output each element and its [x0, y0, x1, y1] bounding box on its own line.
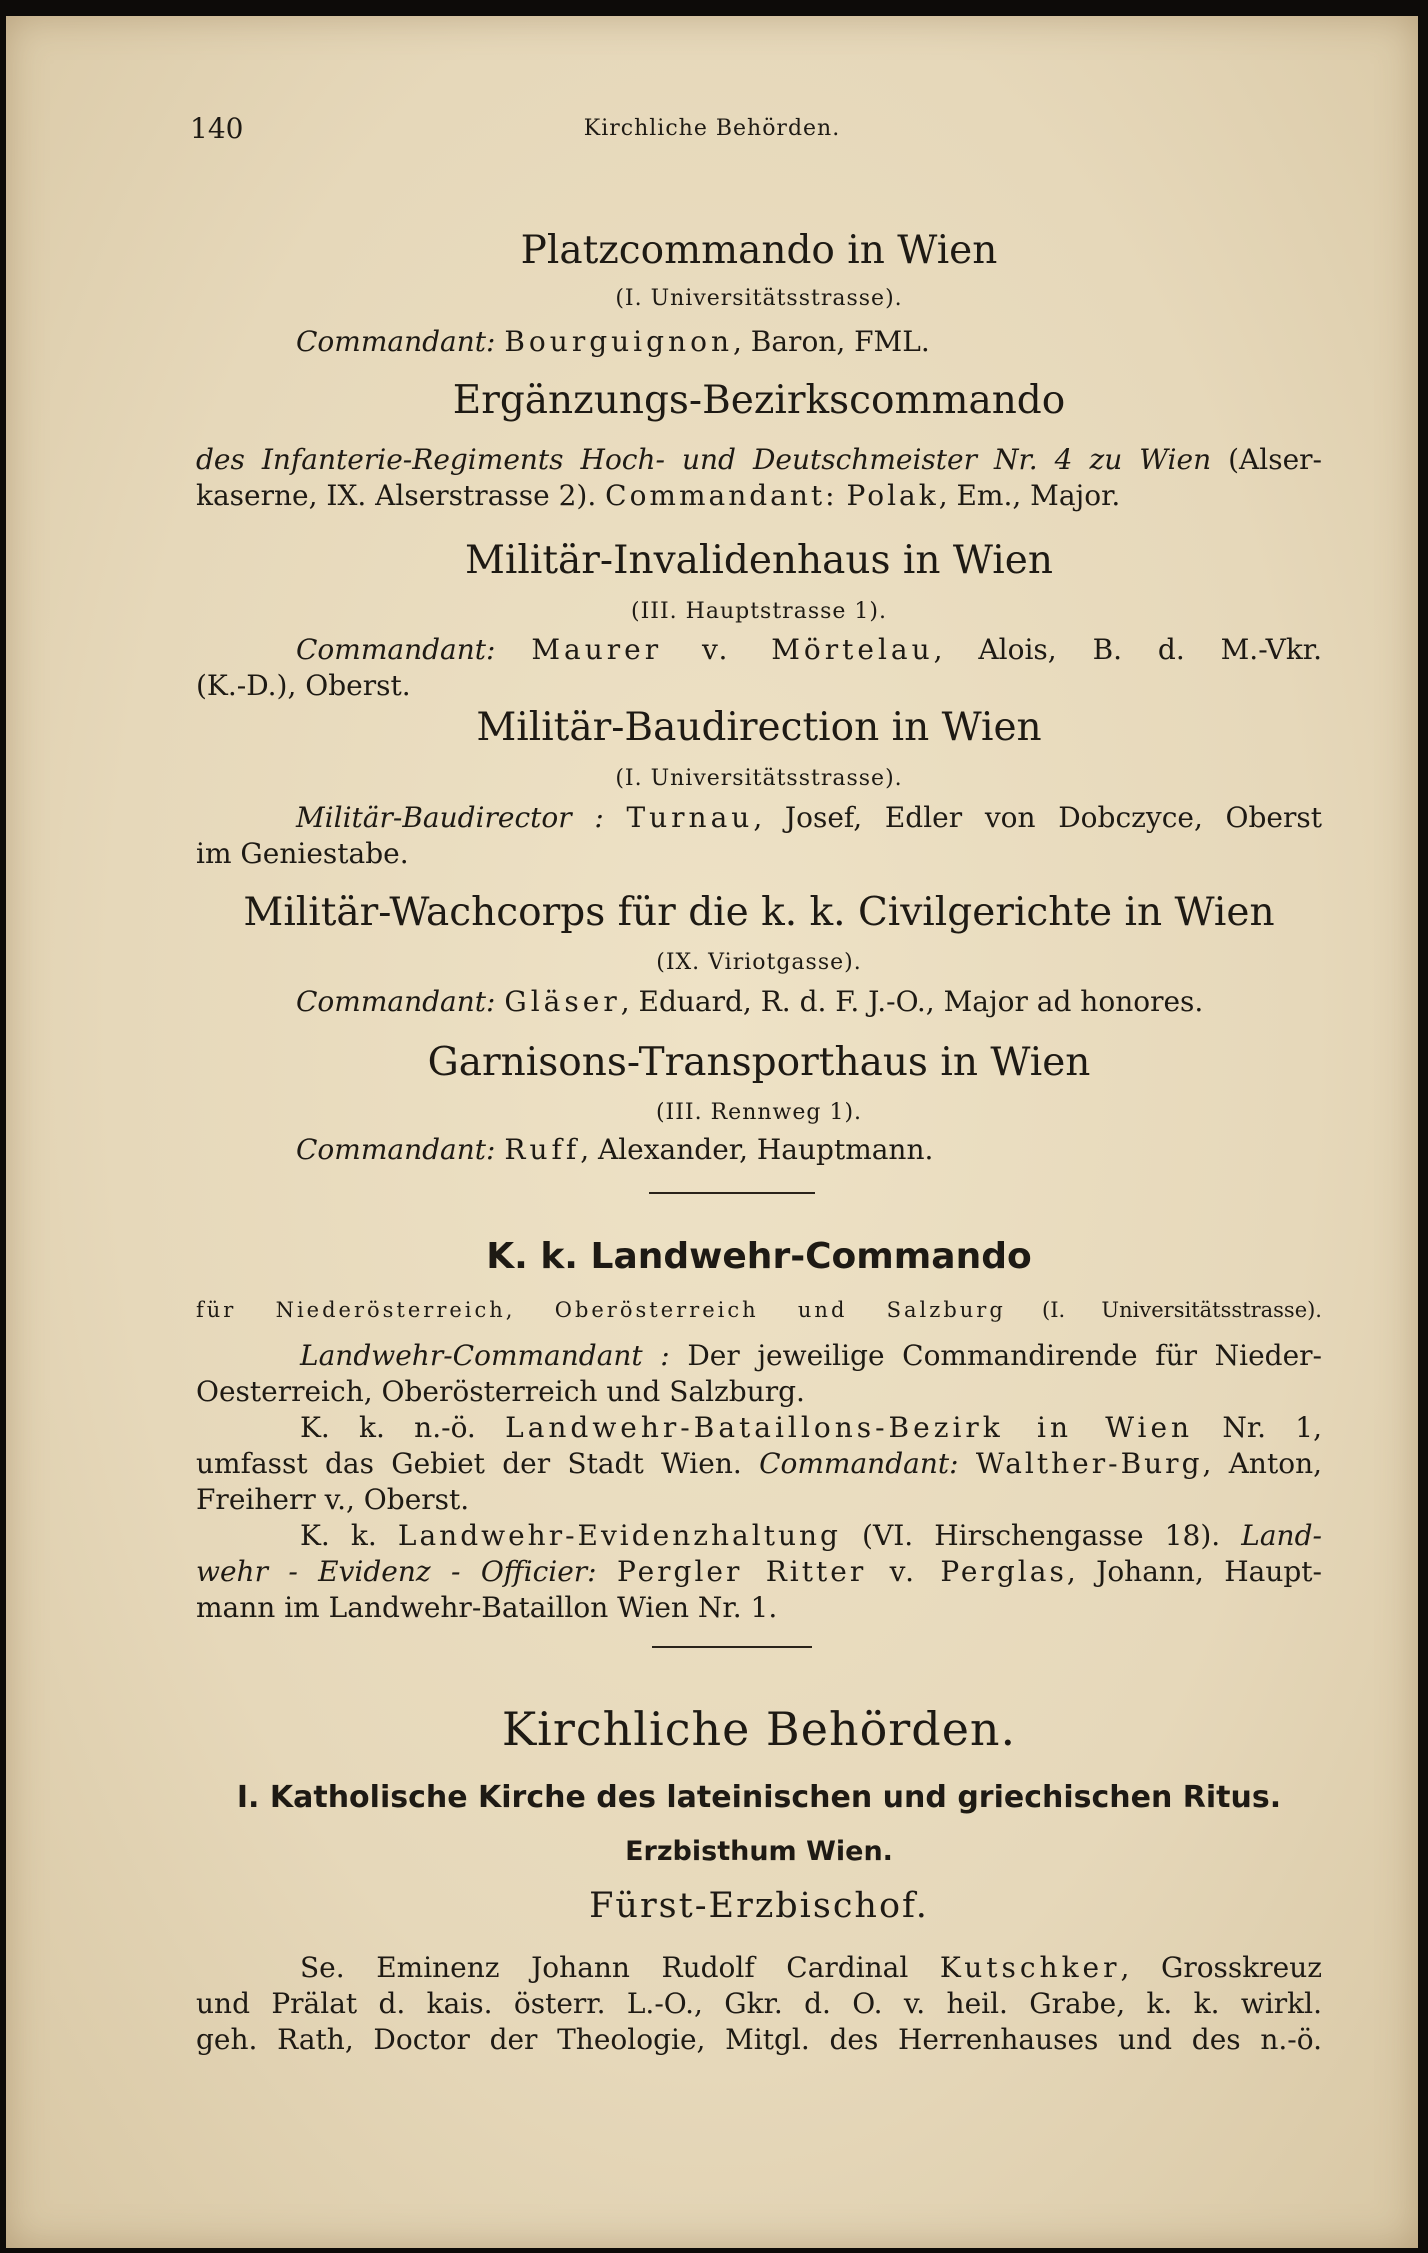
invalidenhaus-line2: (K.-D.), Oberst.: [196, 669, 411, 702]
ergaenzung-address: kaserne, IX. Alserstrasse 2).: [196, 479, 597, 512]
invalidenhaus-rest: , Alois, B. d. M.-Vkr.: [933, 633, 1323, 666]
ergaenzung-label: Commandant:: [605, 479, 838, 512]
invalidenhaus-line1: [296, 632, 1322, 668]
landwehr-p2-area: umfasst das Gebiet der Stadt Wien.: [196, 1447, 742, 1480]
running-title: Kirchliche Behörden.: [583, 116, 841, 141]
landwehr-p3-line2: [196, 1554, 1322, 1590]
landwehr-p3-office: Landwehr-Evidenzhaltung: [397, 1519, 841, 1552]
kirche-sub: Erzbisthum Wien.: [625, 1836, 893, 1867]
landwehr-p1-line2: Oesterreich, Oberösterreich und Salzburg.: [196, 1375, 805, 1408]
landwehr-p1-text: Der jeweilige Commandirende für Nieder-: [687, 1339, 1322, 1372]
baudirection-line2: im Geniestabe.: [196, 837, 409, 870]
invalidenhaus-address: (III. Hauptstrasse 1).: [631, 599, 887, 624]
ergaenzung-line2: [196, 478, 1322, 514]
landwehr-p1-line1: [196, 1338, 1322, 1374]
page-number: 140: [190, 112, 244, 145]
landwehr-p3-line1: [196, 1518, 1322, 1554]
wachcorps-title: Militär-Wachcorps für die k. k. Civilgerichte in Wien: [243, 890, 1275, 935]
baudirection-name: Turnau: [626, 801, 754, 834]
kirche-p1-line3: geh. Rath, Doctor der Theologie, Mitgl. des Herrenhauses und des n.-ö.: [196, 2023, 1322, 2056]
platzcommando-name: Bourguignon: [504, 325, 733, 358]
baudirection-title: Militär-Baudirection in Wien: [476, 705, 1042, 750]
book-page: [6, 16, 1418, 2248]
wachcorps-rest: , Eduard, R. d. F. J.-O., Major ad honores.: [620, 985, 1204, 1018]
garnison-title: Garnisons-Transporthaus in Wien: [427, 1040, 1091, 1085]
landwehr-title: K. k. Landwehr-Commando: [486, 1236, 1032, 1277]
platzcommando-label: Commandant:: [296, 325, 496, 358]
landwehr-p2-district: Landwehr-Bataillons-Bezirk in Wien: [505, 1411, 1194, 1444]
wachcorps-line: [296, 984, 1322, 1020]
landwehr-p2-name: Walther-Burg: [975, 1447, 1203, 1480]
landwehr-p3-rest: , Johann, Haupt-: [1066, 1555, 1323, 1588]
landwehr-p2-rest: Nr. 1,: [1222, 1411, 1322, 1444]
baudirection-address: (I. Universitätsstrasse).: [615, 766, 903, 791]
kirche-p1-rest: , Grosskreuz: [1120, 1951, 1323, 1984]
kirche-title: Kirchliche Behörden.: [501, 1702, 1017, 1756]
kirche-p1-pre: Se. Eminenz Johann Rudolf Cardinal: [300, 1951, 909, 1984]
ergaenzung-rest: , Em., Major.: [938, 479, 1121, 512]
wachcorps-address: (IX. Viriotgasse).: [656, 950, 862, 975]
garnison-rest: , Alexander, Hauptmann.: [580, 1133, 934, 1166]
wachcorps-label: Commandant:: [296, 985, 496, 1018]
ergaenzung-regiment: des Infanterie-Regiments Hoch- und Deutschmeister Nr. 4 zu Wien: [196, 443, 1212, 476]
landwehr-p2-line2: [196, 1446, 1322, 1482]
invalidenhaus-name: Maurer v. Mörtelau: [531, 633, 934, 666]
ergaenzung-line1-rest: (Alser-: [1228, 443, 1322, 476]
ergaenzung-title: Ergänzungs-Bezirkscommando: [452, 378, 1066, 423]
landwehr-p3-label-b: wehr - Evidenz - Officier:: [196, 1555, 597, 1588]
platzcommando-address: (I. Universitätsstrasse).: [615, 286, 903, 311]
garnison-name: Ruff: [504, 1133, 581, 1166]
garnison-address: (III. Rennweg 1).: [655, 1100, 863, 1125]
section-divider: [649, 1192, 815, 1194]
landwehr-p3-name: Pergler Ritter v. Perglas: [616, 1555, 1067, 1588]
landwehr-p2-line1: [196, 1410, 1322, 1446]
wachcorps-name: Gläser: [504, 985, 621, 1018]
platzcommando-title: Platzcommando in Wien: [520, 228, 998, 273]
landwehr-subtitle-regions: für Niederösterreich, Oberösterreich und Salzburg: [196, 1298, 1006, 1322]
kirche-section: I. Katholische Kirche des lateinischen und griechischen Ritus.: [236, 1780, 1282, 1815]
landwehr-p3-line3: mann im Landwehr-Bataillon Wien Nr. 1.: [196, 1591, 778, 1624]
baudirection-rest: , Josef, Edler von Dobczyce, Oberst: [753, 801, 1322, 834]
landwehr-p3-pre: K. k.: [300, 1519, 377, 1552]
landwehr-p2-line3: Freiherr v., Oberst.: [196, 1483, 470, 1516]
garnison-label: Commandant:: [296, 1133, 496, 1166]
kirche-p1-line1: [196, 1950, 1322, 1986]
landwehr-p2-label: Commandant:: [759, 1447, 959, 1480]
landwehr-p2-pre: K. k. n.-ö.: [300, 1411, 476, 1444]
garnison-line: [296, 1132, 1322, 1168]
landwehr-subtitle-address: (I. Universitätsstrasse).: [1042, 1298, 1322, 1322]
section-divider-2: [652, 1646, 812, 1648]
landwehr-p1-label: Landwehr-Commandant :: [300, 1339, 670, 1372]
platzcommando-line: [296, 324, 1296, 360]
baudirection-line1: [296, 800, 1322, 836]
platzcommando-rest: , Baron, FML.: [732, 325, 930, 358]
ergaenzung-line1: [196, 442, 1322, 478]
invalidenhaus-label: Commandant:: [296, 633, 496, 666]
ergaenzung-name: Polak: [846, 479, 939, 512]
baudirection-label: Militär-Baudirector :: [296, 801, 604, 834]
landwehr-p2-name-rest: , Anton,: [1202, 1447, 1323, 1480]
invalidenhaus-title: Militär-Invalidenhaus in Wien: [465, 538, 1053, 583]
landwehr-p3-label-a: Land-: [1241, 1519, 1322, 1552]
landwehr-p3-address: (VI. Hirschengasse 18).: [862, 1519, 1221, 1552]
kirche-p1-name: Kutschker: [939, 1951, 1121, 1984]
kirche-p1-line2: und Prälat d. kais. österr. L.-O., Gkr. d. O. v. heil. Grabe, k. k. wirkl.: [196, 1987, 1322, 2020]
kirche-office: Fürst-Erzbischof.: [589, 1886, 929, 1926]
landwehr-subtitle: [196, 1298, 1322, 1322]
